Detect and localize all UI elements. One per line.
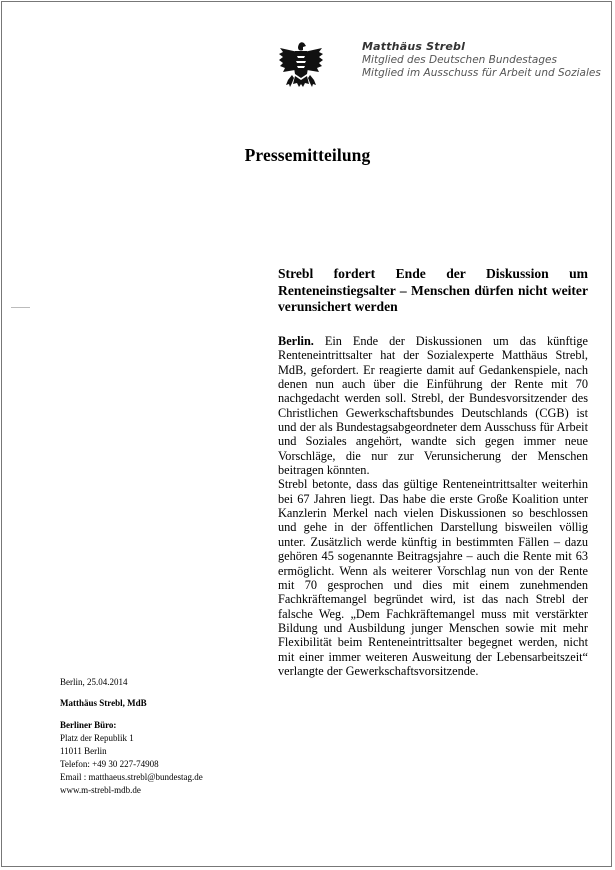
press-body bbox=[278, 334, 588, 678]
paragraph-1 bbox=[278, 334, 588, 477]
email-address: Email : matthaeus.strebl@bundestag.de bbox=[60, 772, 203, 782]
office-heading: Berliner Büro: bbox=[60, 720, 117, 730]
sender-name: Matthäus Strebl, MdB bbox=[60, 698, 147, 708]
paragraph-1-text: Ein Ende der Diskussionen um das künftige Renteneintrittsalter hat der Sozialexperte Matthäus Strebl, MdB, gefordert. Er reagierte damit auf Gedankenspiele, nach denen nun auch über die Einführung der Rente mit 70 nachgedacht werden soll. Strebl, der Bundesvorsitzender des Christlichen Gewerkschaftsbundes Deutschlands (CGB) ist und der als Bundestagsabgeordneter dem Ausschuss für Arbeit und Soziales angehört, wandte sich gegen immer neue Vorschläge, die nur zur Verunsicherung der Menschen beitragen könnten. bbox=[278, 334, 588, 478]
bundesadler-eagle-icon bbox=[277, 40, 325, 92]
press-headline: Strebl fordert Ende der Diskussion um Renteneinstiegsalter – Menschen dürfen nicht weiter verunsichert werden bbox=[278, 266, 588, 314]
dateline: Berlin. bbox=[278, 334, 314, 348]
document-title: Pressemitteilung bbox=[244, 145, 371, 165]
release-date: Berlin, 25.04.2014 bbox=[60, 677, 128, 687]
letterhead-name: Matthäus Strebl bbox=[362, 40, 466, 53]
address-street: Platz der Republik 1 bbox=[60, 733, 134, 743]
fold-mark bbox=[11, 307, 30, 308]
phone-number: Telefon: +49 30 227-74908 bbox=[60, 759, 159, 769]
paragraph-2: Strebl betonte, dass das gültige Renteneintrittsalter weiterhin bei 67 Jahren liegt. Das habe die erste Große Koalition unter Kanzlerin Merkel nach vielen Diskussionen so beschlossen und gehe in der öffentlichen Darstellung bisweilen völlig unter. Zusätzlich werde künftig in bestimmten Fällen – dazu gehören 45 sogenannte Beitragsjahre – auch die Rente mit 63 ermöglicht. Wenn als weiterer Vorschlag nun von der Rente mit 70 gesprochen und dies mit einem zunehmenden Fachkräftemangel begründet wird, ist das nach Strebl der falsche Weg. „Dem Fachkräftemangel muss mit verstärkter Bildung und Ausbildung junger Menschen sowie mit mehr Flexibilität beim Renteneintrittsalter begegnet werden, nicht mit einer immer weiteren Ausweitung der Lebensarbeitszeit“ verlangte der Gewerkschaftsvorsitzende. bbox=[278, 477, 588, 678]
letterhead-committee: Mitglied im Ausschuss für Arbeit und Soziales bbox=[362, 67, 601, 79]
letterhead-text bbox=[362, 40, 615, 80]
letterhead-membership: Mitglied des Deutschen Bundestages bbox=[362, 54, 557, 66]
address-city: 11011 Berlin bbox=[60, 746, 107, 756]
website-link: www.m-strebl-mdb.de bbox=[60, 785, 141, 795]
contact-sidebar bbox=[60, 676, 250, 797]
